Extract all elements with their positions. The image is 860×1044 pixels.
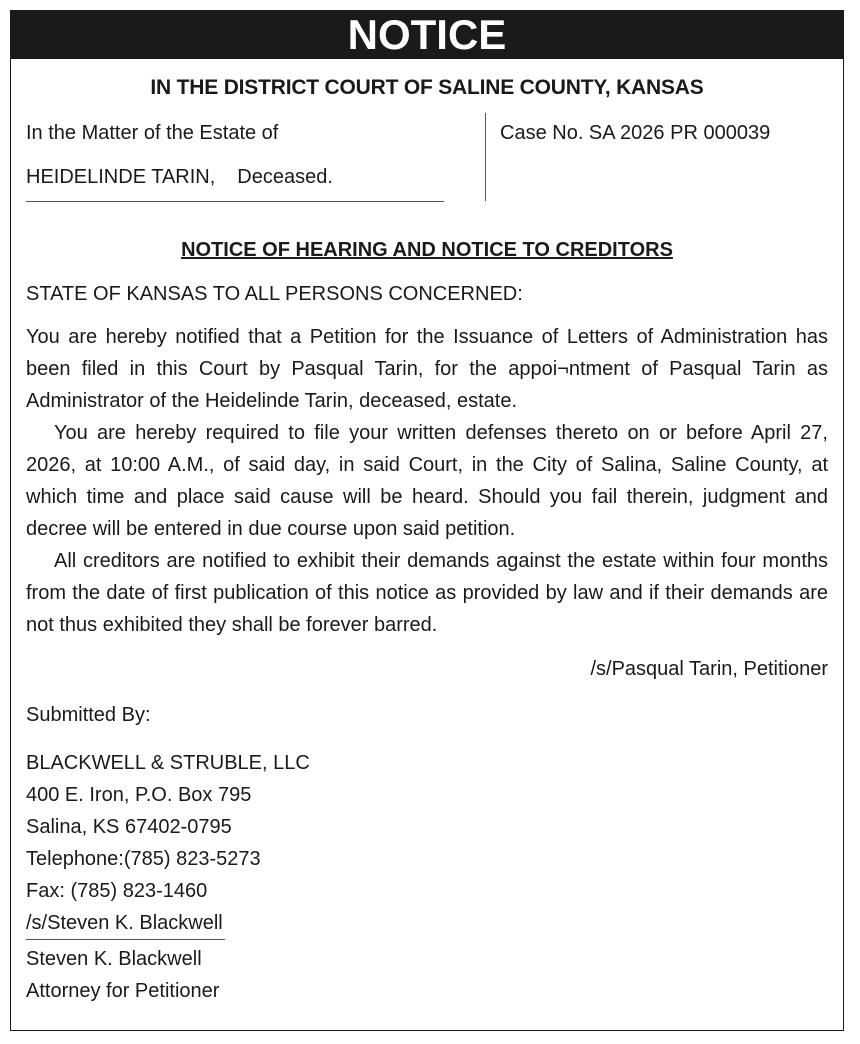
banner-title: NOTICE [347, 11, 507, 58]
attorney-signature-row [26, 907, 843, 939]
attorney-role: Attorney for Petitioner [26, 980, 220, 1002]
case-number: Case No. SA 2026 PR 000039 [500, 122, 771, 144]
attorney-name: Steven K. Blackwell [26, 948, 202, 970]
matter-line: In the Matter of the Estate of [26, 122, 279, 144]
decedent-name: HEIDELINDE TARIN, [26, 166, 216, 188]
decedent-line [26, 155, 444, 199]
notice-title: NOTICE OF HEARING AND NOTICE TO CREDITORS [181, 239, 673, 261]
notice-banner [11, 11, 843, 59]
decedent-status: Deceased. [237, 166, 333, 188]
salutation: STATE OF KANSAS TO ALL PERSONS CONCERNED: [26, 283, 523, 305]
firm-block [26, 747, 843, 939]
notice-body [26, 321, 828, 641]
court-heading: IN THE DISTRICT COURT OF SALINE COUNTY, KANSAS [150, 76, 704, 99]
petitioner-signature: /s/Pasqual Tarin, Petitioner [590, 658, 828, 680]
firm-address-line1: 400 E. Iron, P.O. Box 795 [26, 784, 252, 806]
firm-name: BLACKWELL & STRUBLE, LLC [26, 752, 310, 774]
paragraph-petition: You are hereby notified that a Petition for the Issuance of Letters of Administration has been filed in this Court by Pasqual Tarin, for the appoi¬ntment of Pasqual Tarin as Administrator of the Heidelinde Tarin, deceased, estate. [26, 326, 828, 412]
firm-fax: Fax: (785) 823-1460 [26, 880, 208, 902]
firm-telephone: Telephone:(785) 823-5273 [26, 848, 261, 870]
attorney-signature: /s/Steven K. Blackwell [26, 907, 225, 940]
caption-divider [485, 113, 486, 201]
legal-notice [10, 10, 844, 1031]
submitted-by-label: Submitted By: [26, 704, 151, 726]
case-caption [11, 111, 843, 203]
attorney-block [26, 943, 843, 1007]
paragraph-hearing: You are hereby required to file your written defenses thereto on or before April 27, 2026, at 10:00 A.M., of said day, in said Court, in the City of Salina, Saline County, at which time and place said cause will be heard. Should you fail therein, judgment and decree will be entered in due course upon said petition. [26, 422, 828, 540]
paragraph-creditors: All creditors are notified to exhibit their demands against the estate within four months from the date of first publication of this notice as provided by law and if their demands are not thus exhibited they shall be forever barred. [26, 550, 828, 636]
estate-caption [26, 111, 444, 202]
firm-address-line2: Salina, KS 67402-0795 [26, 816, 232, 838]
